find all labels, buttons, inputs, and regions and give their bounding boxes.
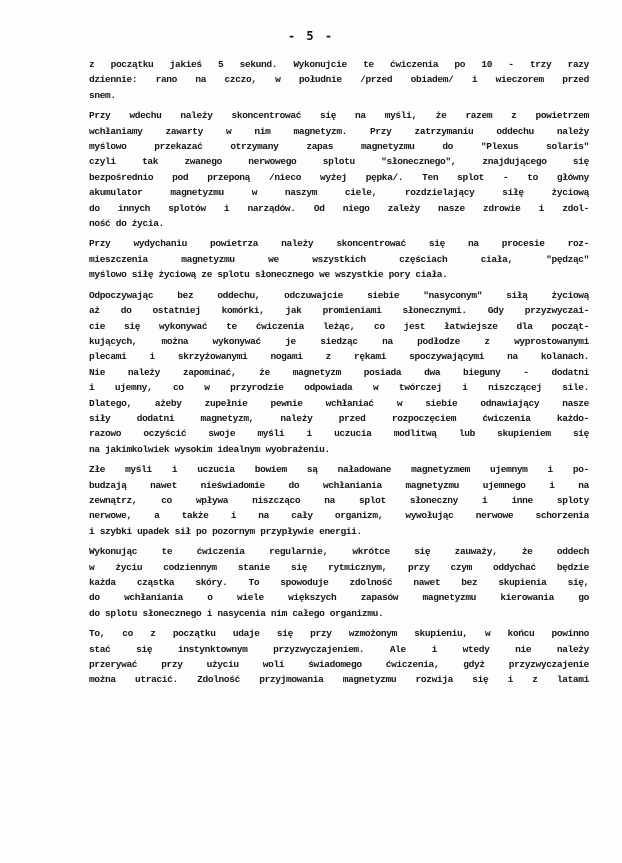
document-body xyxy=(89,57,589,693)
text-line: aż do ostatniej komórki, jak promieniami słonecznymi. Gdy przyzwyczai- xyxy=(89,305,589,317)
text-line: Dlatego, ażeby zupełnie pewnie wchłaniać w siebie odnawiający nasze xyxy=(89,397,589,409)
text-line: kujących, można wykonywać je siedząc na podłodze z wyprostowanymi xyxy=(89,335,589,347)
text-line: snem. xyxy=(89,89,116,101)
text-line: To, co z początku udaje się przy wzmożonym skupieniu, w końcu powinno xyxy=(89,628,589,640)
paragraph xyxy=(89,288,589,457)
text-line: Odpoczywając bez oddechu, odczuwajcie siebie "nasyconym" siłą życiową xyxy=(89,289,589,301)
text-line: przerywać przy użyciu woli świadomego ćwiczenia, gdyż przyzwyczajenie xyxy=(89,659,589,671)
text-line: myślowo siłę życiową ze splotu słonecznego we wszystkie pory ciała. xyxy=(89,269,448,281)
text-line: z początku jakieś 5 sekund. Wykonujcie te ćwiczenia po 10 - trzy razy xyxy=(89,59,589,70)
text-line: zewnątrz, co wpływa niszcząco na splot słoneczny i inne sploty xyxy=(89,494,589,506)
paragraph xyxy=(89,108,589,231)
text-line: do splotu słonecznego i nasycenia nim całego organizmu. xyxy=(89,607,384,619)
paragraph xyxy=(89,544,589,621)
text-line: Przy wdechu należy skoncentrować się na myśli, że razem z powietrzem xyxy=(89,110,589,122)
text-line: myślowo przekazać otrzymany zapas magnetyzmu do "Plexus solaris" xyxy=(89,141,589,153)
text-line: na jakimkolwiek wysokim idealnym wyobrażeniu. xyxy=(89,443,330,455)
text-line: dziennie: rano na czczo, w południe /przed obiadem/ i wieczorem przed xyxy=(89,74,589,86)
text-line: i ujemny, co w przyrodzie odpowiada w twórczej i niszczącej sile. xyxy=(89,382,589,394)
text-line: Nie należy zapominać, że magnetyzm posiada dwa bieguny - dodatni xyxy=(89,366,589,378)
text-line: bezpośrednio pod przeponą /nieco wyżej pępka/. Ten splot - to główny xyxy=(89,171,589,183)
text-line: Przy wydychaniu powietrza należy skoncentrować się na procesie roz- xyxy=(89,238,589,250)
text-line: każda cząstka skóry. To spowoduje zdolność nawet bez skupienia się, xyxy=(89,577,589,588)
text-line: budzają nawet nieświadomie do wchłaniania magnetyzmu ujemnego i na xyxy=(89,479,589,491)
text-line: nerwowe, a także i na cały organizm, wywołując nerwowe schorzenia xyxy=(89,510,589,522)
paragraph xyxy=(89,462,589,539)
text-line: w życiu codziennym stanie się rytmicznym, przy czym oddychać będzie xyxy=(89,561,589,573)
text-line: wchłaniamy zawarty w nim magnetyzm. Przy zatrzymaniu oddechu należy xyxy=(89,125,589,137)
paragraph xyxy=(89,236,589,282)
text-line: plecami i skrzyżowanymi nogami z rękami spoczywającymi na kolanach. xyxy=(89,351,589,363)
text-line: do innych splotów i narządów. Od niego zależy nasze zdrowie i zdol- xyxy=(89,202,589,214)
text-line: akumulator magnetyzmu w naszym ciele, rozdzielający siłę życiową xyxy=(89,187,589,199)
paragraph xyxy=(89,57,589,103)
text-line: czyli tak zwanego nerwowego splotu "słonecznego", znajdującego się xyxy=(89,156,589,168)
text-line: Złe myśli i uczucia bowiem są naładowane magnetyzmem ujemnym i po- xyxy=(89,464,589,476)
text-line: można utracić. Zdolność przyjmowania magnetyzmu rozwija się i z latami xyxy=(89,674,589,686)
text-line: razowo oczyścić swoje myśli i uczucia modlitwą lub skupieniem się xyxy=(89,428,589,440)
text-line: siły dodatni magnetyzm, należy przed rozpoczęciem ćwiczenia każdo- xyxy=(89,412,589,424)
text-line: ność do życia. xyxy=(89,218,164,230)
text-line: Wykonując te ćwiczenia regularnie, wkrótce się zauważy, że oddech xyxy=(89,546,589,558)
text-line: stać się instynktownym przyzwyczajeniem. Ale i wtedy nie należy xyxy=(89,643,589,655)
text-line: mieszczenia magnetyzmu we wszystkich częściach ciała, "pędząc" xyxy=(89,253,589,265)
text-line: cie się wykonywać te ćwiczenia leżąc, co jest łatwiejsze dla począt- xyxy=(89,320,589,332)
paragraph xyxy=(89,626,589,688)
page-number: - 5 - xyxy=(287,29,335,43)
text-line: i szybki upadek sił po pozornym przypływie energii. xyxy=(89,525,362,537)
text-line: do wchłaniania o wiele większych zapasów magnetyzmu kierowania go xyxy=(89,592,589,604)
